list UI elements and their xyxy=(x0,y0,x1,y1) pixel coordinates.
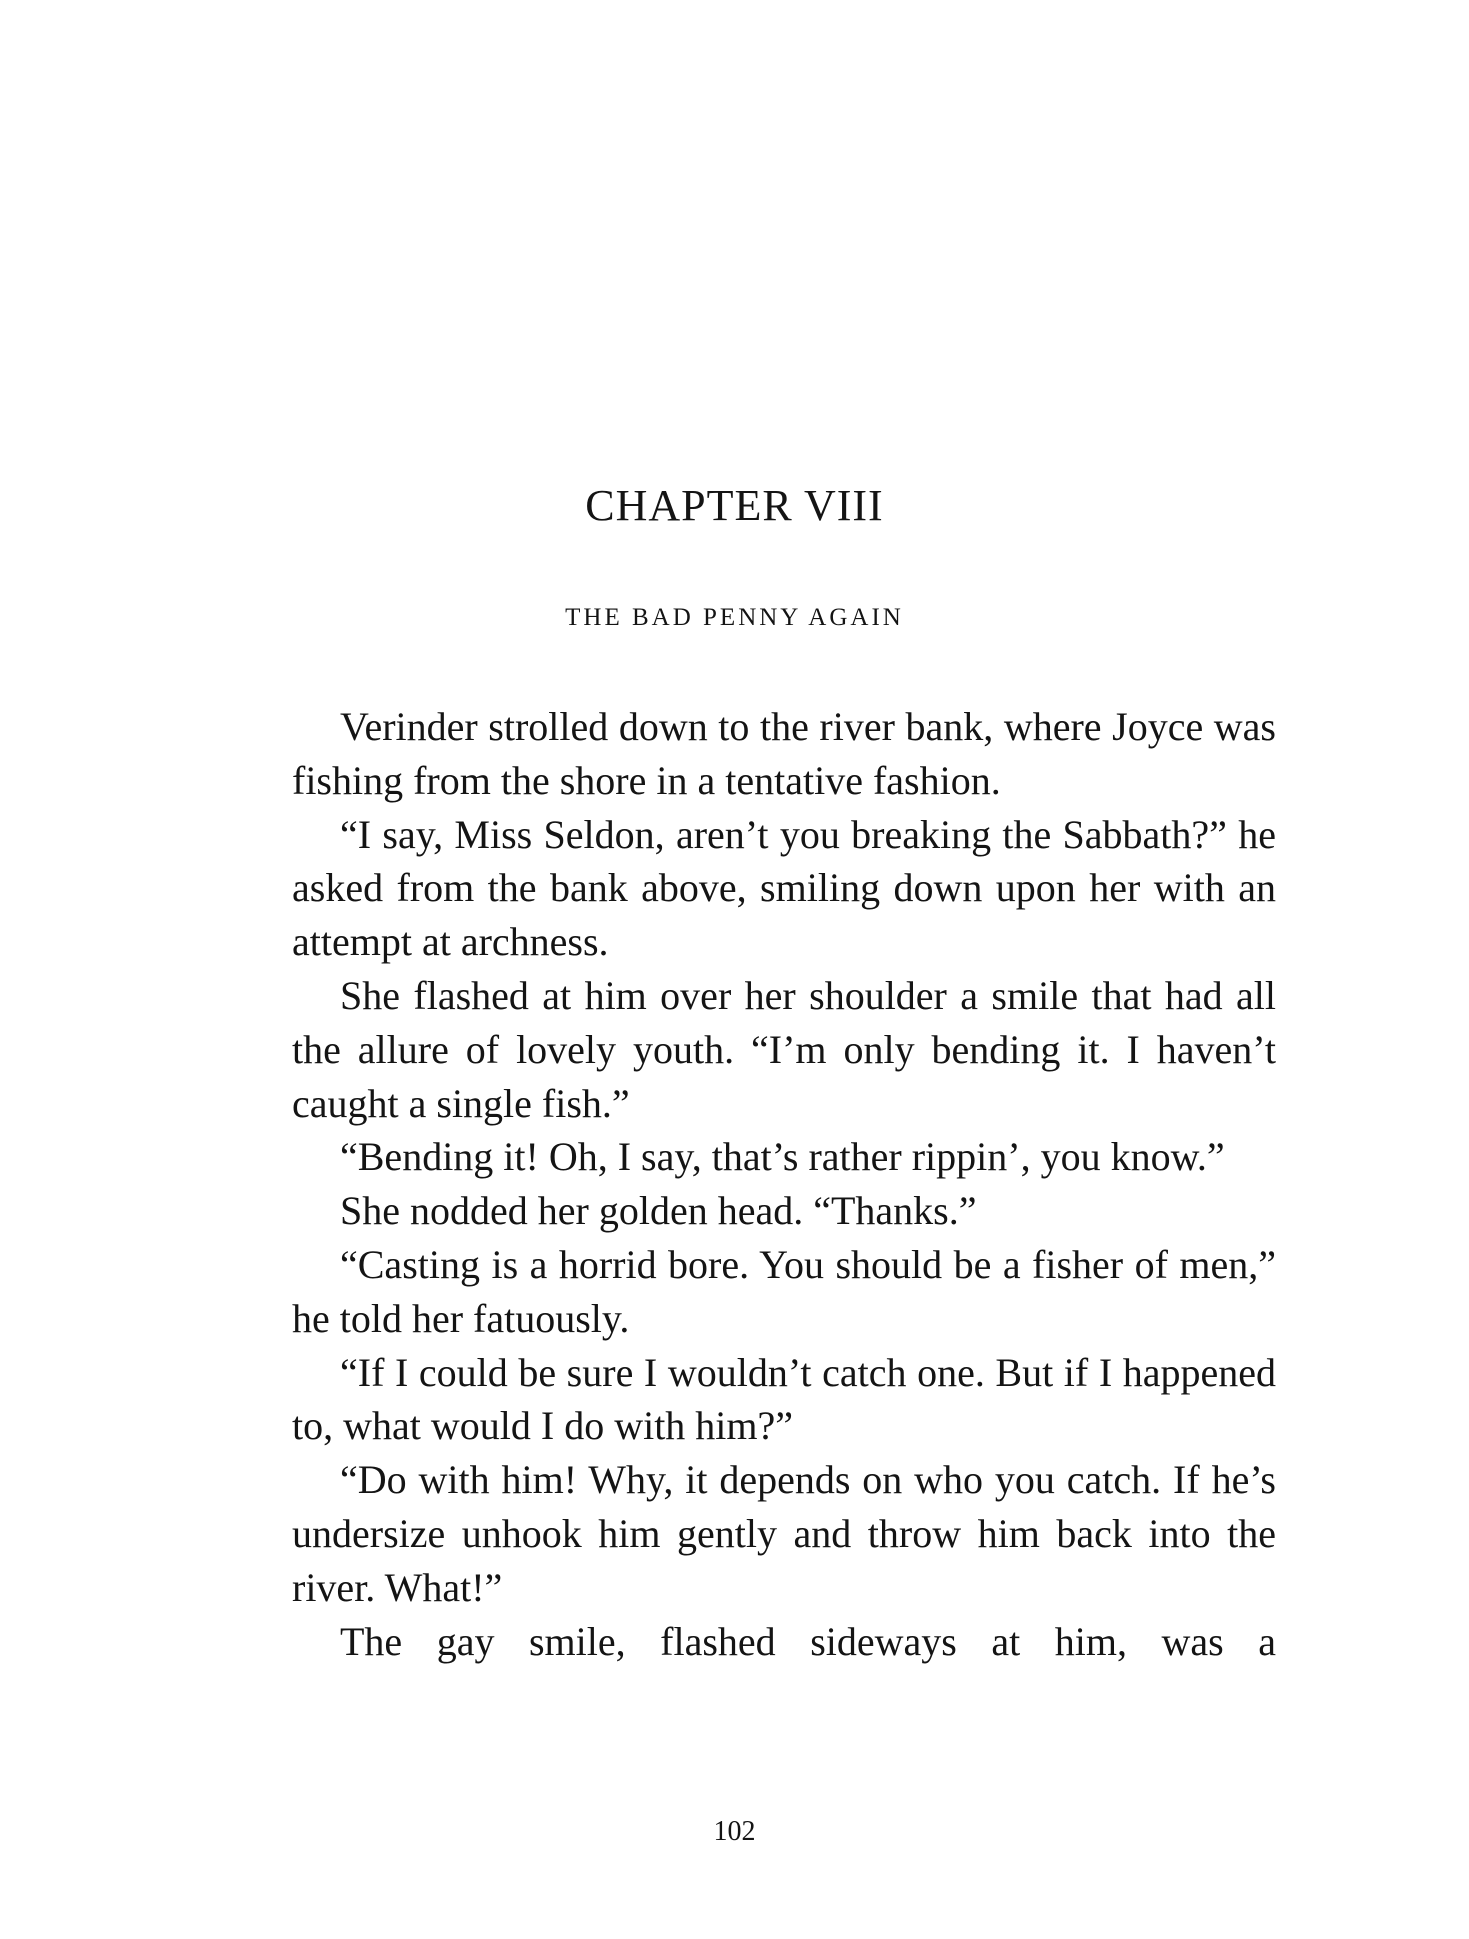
chapter-body xyxy=(292,700,1276,1668)
page-number: 102 xyxy=(713,1816,756,1847)
paragraph: “I say, Miss Seldon, aren’t you breaking the Sabbath?” he asked from the bank above, smiling down upon her with an attempt at archness. xyxy=(292,811,1276,965)
paragraph: She flashed at him over her shoulder a smile that had all the allure of lovely youth. “I’m only bending it. I haven’t caught a single fish.” xyxy=(292,972,1276,1126)
chapter-subtitle: THE BAD PENNY AGAIN xyxy=(565,604,904,631)
paragraph: Verinder strolled down to the river bank, where Joyce was fishing from the shore in a tentative fashion. xyxy=(292,704,1276,803)
paragraph: “Bending it! Oh, I say, that’s rather rippin’, you know.” xyxy=(340,1134,1225,1180)
paragraph: The gay smile, flashed sideways at him, was a xyxy=(340,1618,1276,1664)
paragraph: She nodded her golden head. “Thanks.” xyxy=(340,1188,977,1234)
paragraph: “If I could be sure I wouldn’t catch one. But if I happened to, what would I do with him?” xyxy=(292,1349,1276,1449)
chapter-title: CHAPTER VIII xyxy=(585,481,884,530)
paragraph: “Do with him! Why, it depends on who you catch. If he’s undersize unhook him gently and throw him back into the river. What!” xyxy=(292,1457,1276,1610)
paragraph: “Casting is a horrid bore. You should be a fisher of men,” he told her fatuously. xyxy=(292,1241,1276,1341)
